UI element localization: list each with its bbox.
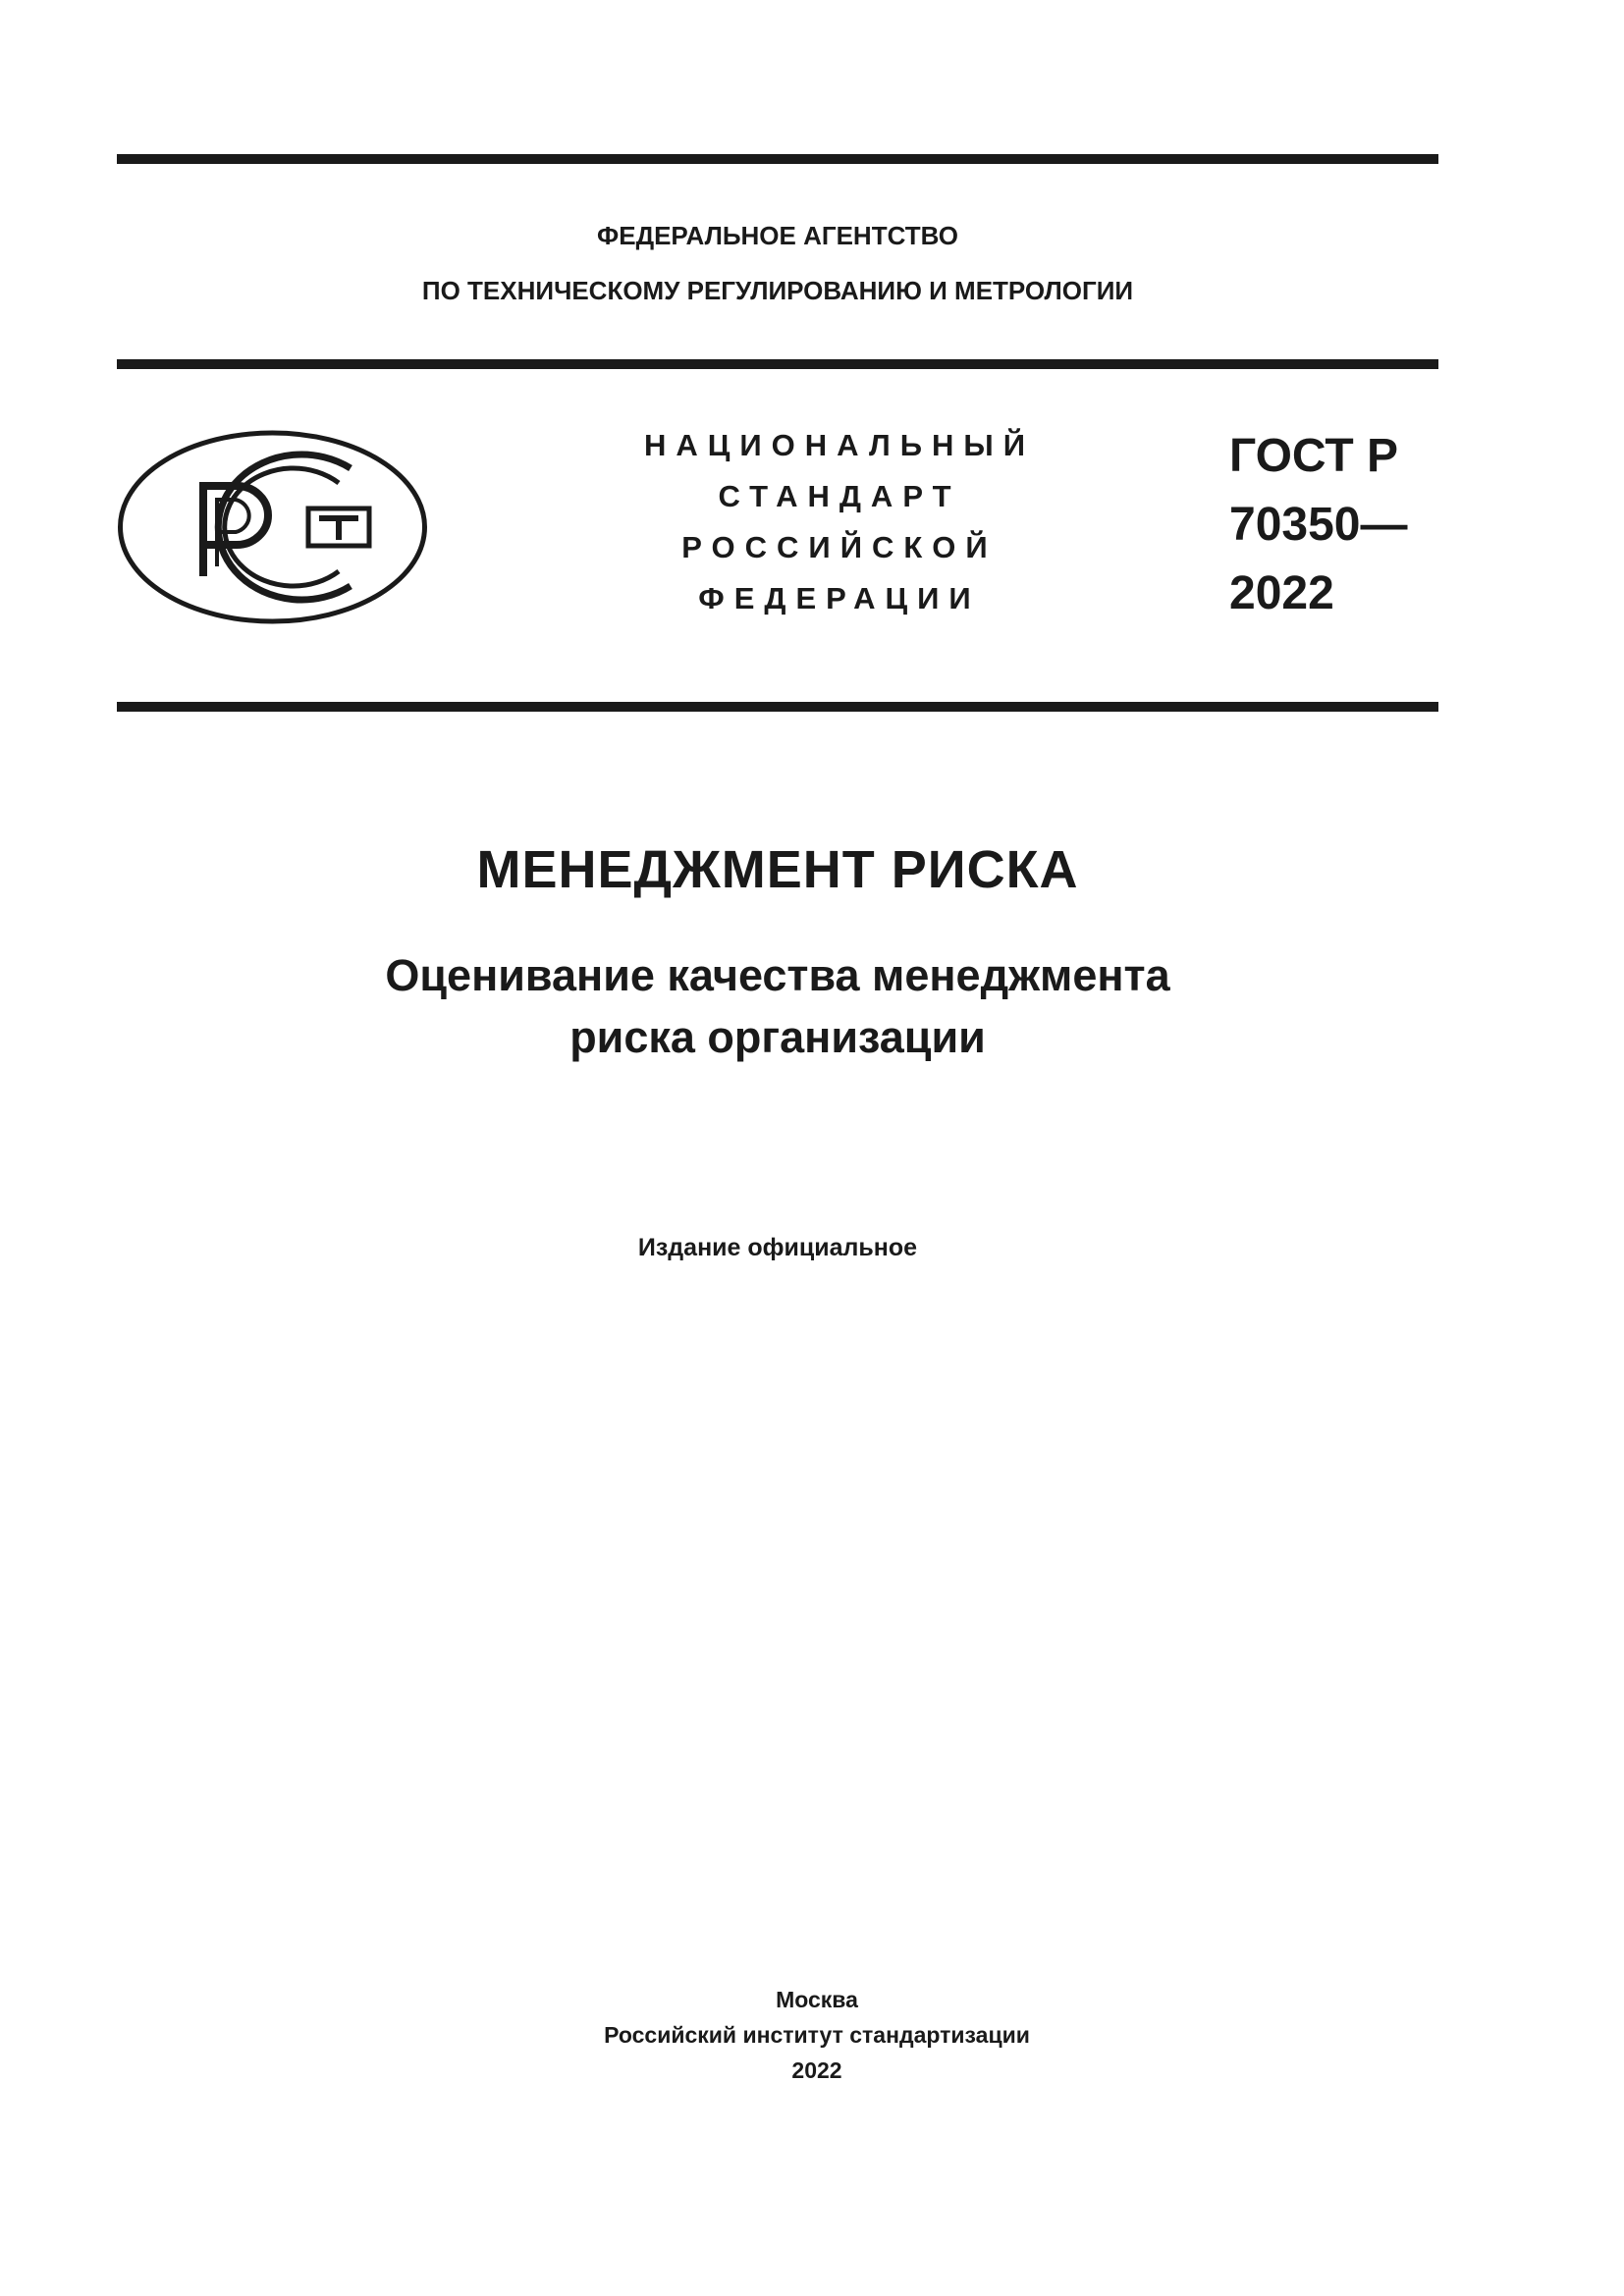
standard-type-line-3: РОССИЙСКОЙ: [681, 530, 998, 564]
imprint-city: Москва: [776, 1987, 858, 2012]
subtitle-line-1: Оценивание качества менеджмента: [385, 950, 1170, 1000]
document-subtitle: [117, 944, 1438, 1068]
designation-line-1: ГОСТ Р: [1229, 430, 1399, 482]
imprint-year: 2022: [791, 2057, 842, 2083]
standard-type: [550, 420, 1129, 624]
edition-note: Издание официальное: [637, 1234, 918, 1261]
bottom-header-rule: [117, 702, 1438, 712]
agency-line-1: ФЕДЕРАЛЬНОЕ АГЕНТСТВО: [597, 221, 958, 250]
document-title: МЕНЕДЖМЕНТ РИСКА: [476, 840, 1079, 899]
standard-type-line-2: СТАНДАРТ: [718, 479, 961, 513]
imprint-publisher: Российский институт стандартизации: [604, 2022, 1030, 2048]
rst-certification-mark-icon: [117, 429, 428, 625]
publisher-imprint: [117, 1982, 1517, 2088]
top-rule: [117, 154, 1438, 164]
designation-line-3: 2022: [1229, 567, 1334, 619]
agency-name: [117, 208, 1438, 318]
agency-line-2: ПО ТЕХНИЧЕСКОМУ РЕГУЛИРОВАНИЮ И МЕТРОЛОГИИ: [421, 276, 1134, 305]
standard-type-line-1: НАЦИОНАЛЬНЫЙ: [643, 428, 1036, 462]
standard-designation: [1229, 422, 1465, 628]
designation-line-2: 70350—: [1229, 499, 1408, 551]
subtitle-line-2: риска организации: [569, 1012, 986, 1062]
header-rule: [117, 359, 1438, 369]
standard-type-line-4: ФЕДЕРАЦИИ: [698, 581, 981, 615]
